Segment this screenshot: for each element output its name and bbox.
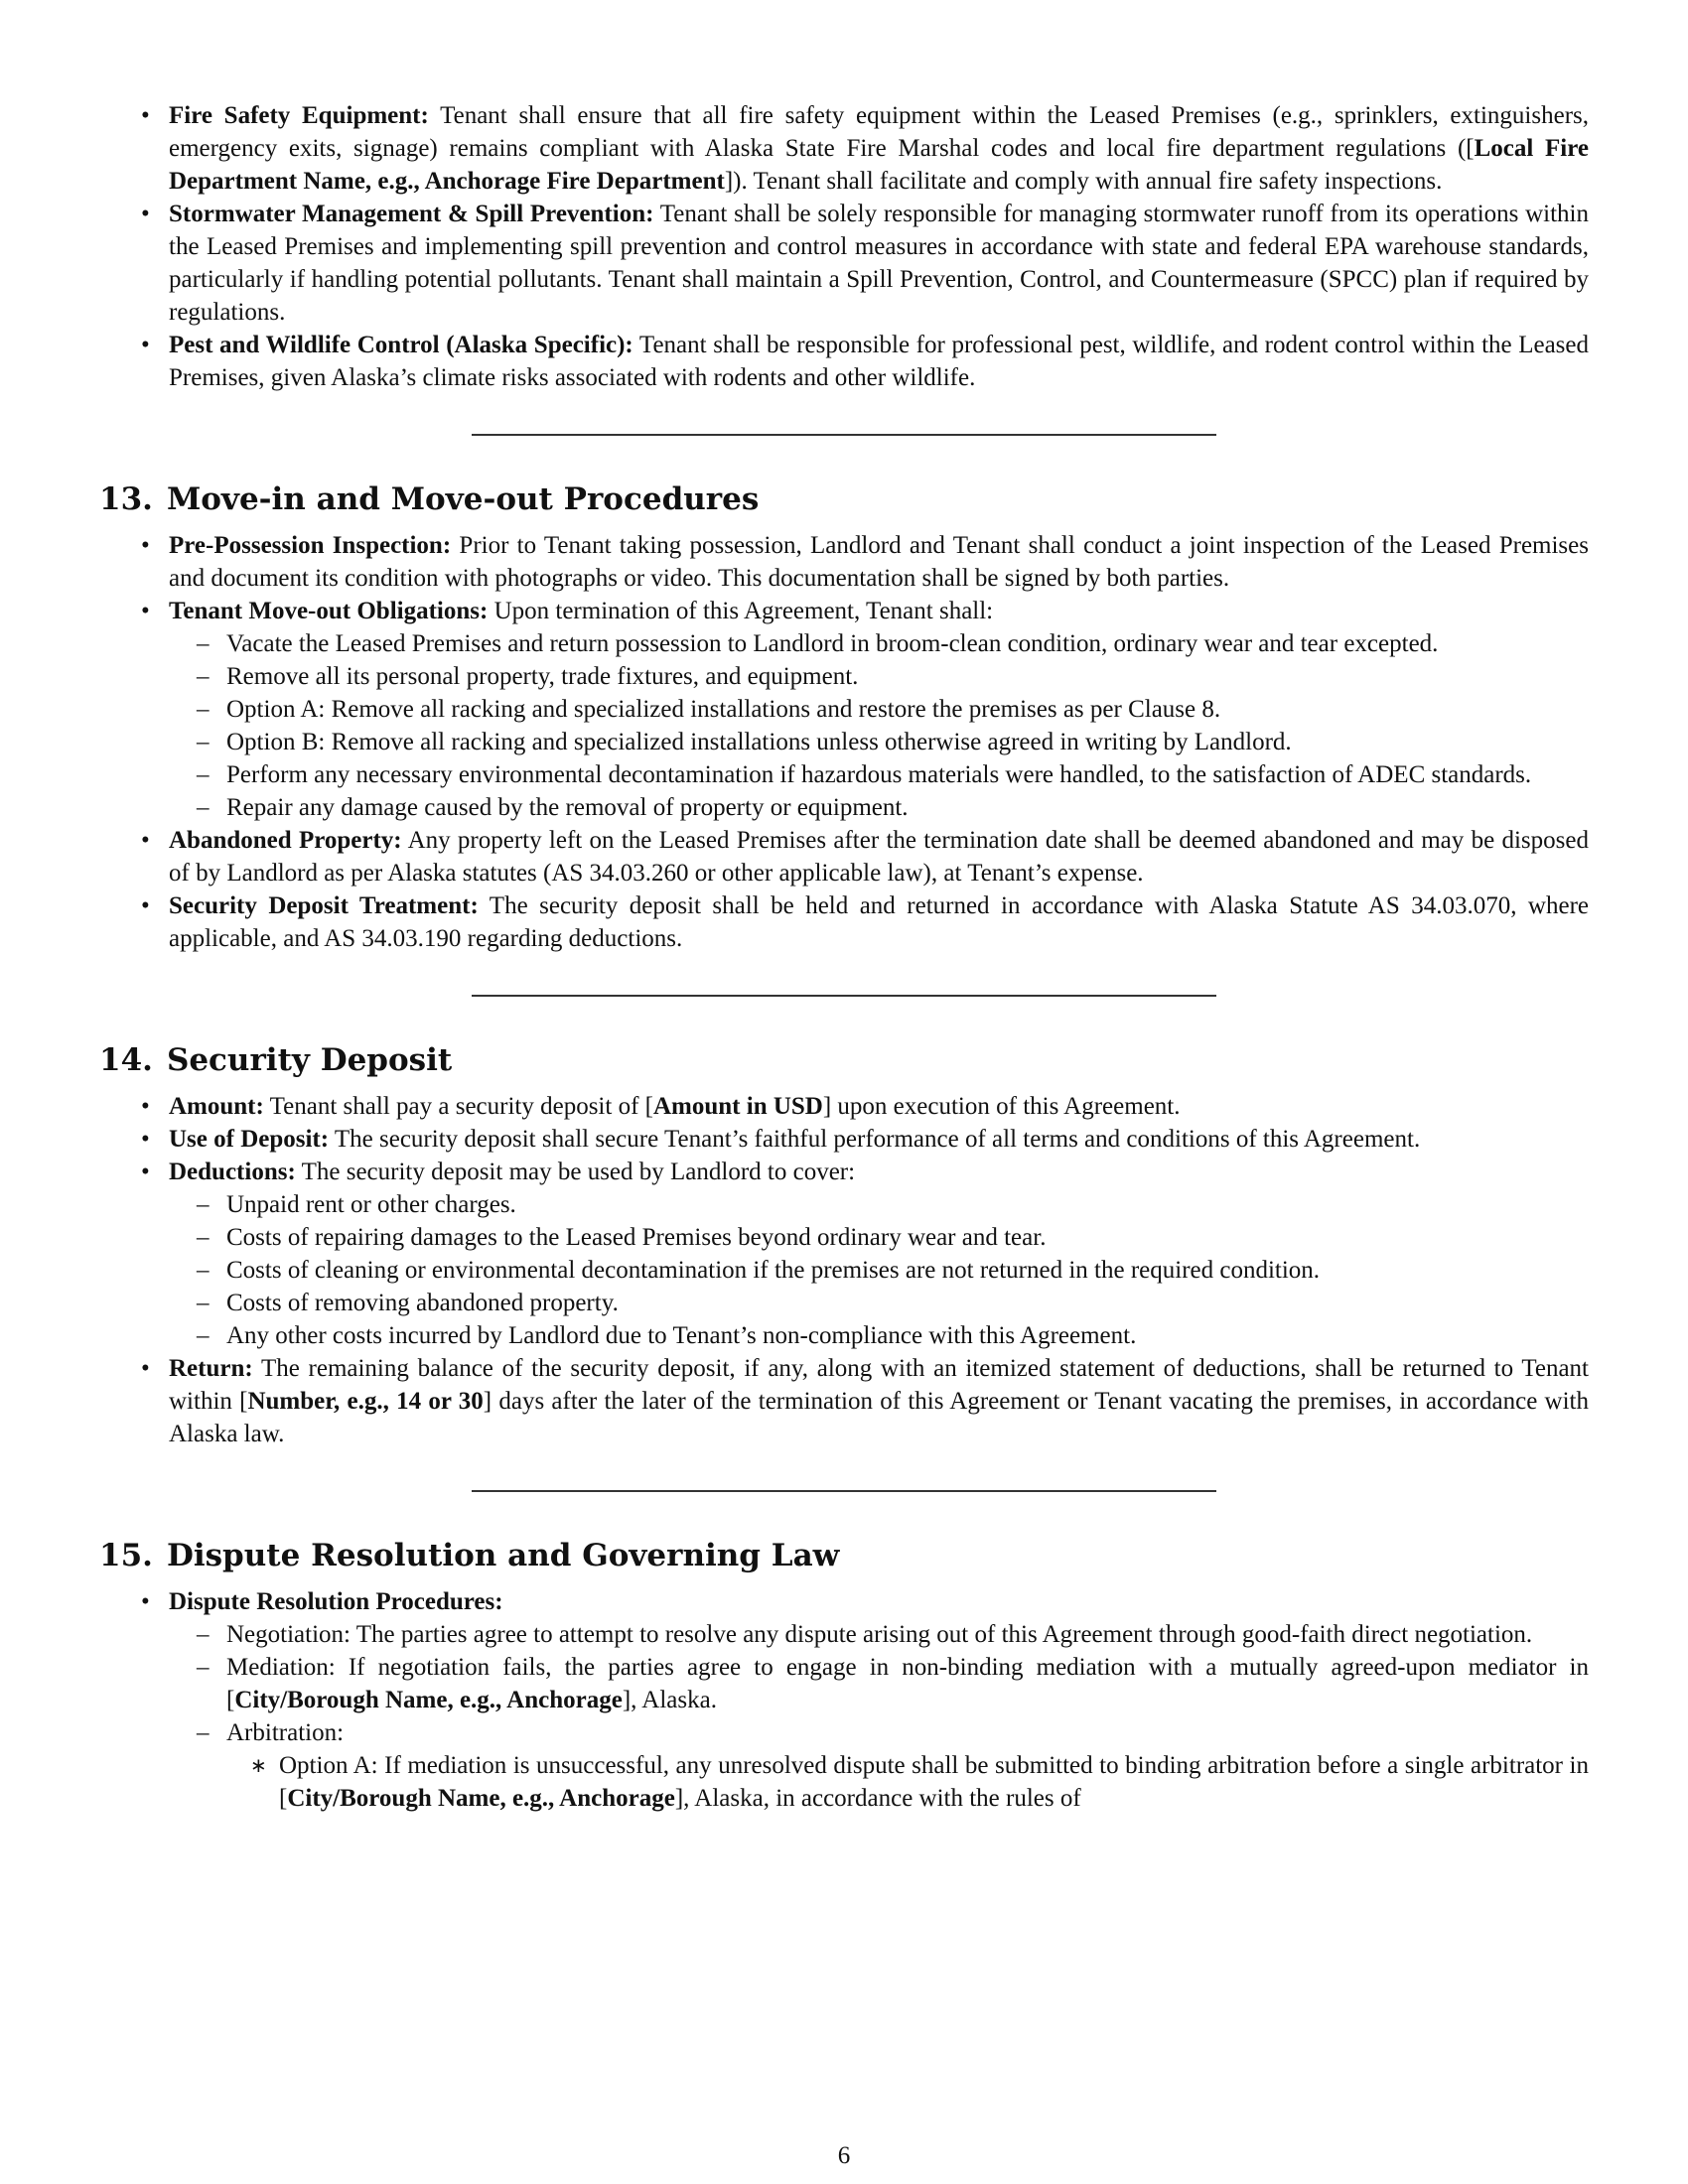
item-label: Dispute Resolution Procedures:	[169, 1588, 503, 1615]
section-title: Move-in and Move-out Procedures	[166, 481, 760, 517]
section-title: Dispute Resolution and Governing Law	[166, 1538, 840, 1573]
list-item-amount	[99, 1090, 1589, 1123]
placeholder-city: City/Borough Name, e.g., Anchorage	[234, 1687, 623, 1713]
sub-item: – Costs of cleaning or environmental decontamination if the premises are not returned in the required condition.	[99, 1254, 1589, 1287]
section-14-list	[99, 1090, 1589, 1450]
page-number: 6	[837, 2142, 851, 2169]
item-text: Any property left on the Leased Premises after the termination date shall be deemed abandoned and may be disposed of by Landlord as per Alaska statutes (AS 34.03.260 or other applicable law), at Tenant’s expense.	[169, 827, 1589, 887]
placeholder-fire-dept: Local Fire Department Name, e.g., Anchorage Fire Department	[169, 135, 1589, 195]
list-item-deductions	[99, 1156, 1589, 1188]
sub-item: – Unpaid rent or other charges.	[99, 1188, 1589, 1221]
list-item-stormwater	[99, 198, 1589, 329]
page-content	[99, 99, 1589, 1815]
item-text: Tenant shall be responsible for professional pest, wildlife, and rodent control within the Leased Premises, given Alaska’s climate risks associated with rodents and other wildlife.	[169, 332, 1590, 391]
item-label: Stormwater Management & Spill Prevention:	[169, 201, 654, 227]
item-text: ], Alaska.	[622, 1687, 717, 1713]
sub-item: – Option A: Remove all racking and specialized installations and restore the premises as per Clause 8.	[99, 693, 1589, 726]
sub-item: – Repair any damage caused by the removal of property or equipment.	[99, 791, 1589, 824]
item-text: Upon termination of this Agreement, Tenant shall:	[488, 598, 994, 624]
item-label: Deductions:	[169, 1159, 296, 1185]
sub-item-arbitration: – Arbitration:	[99, 1716, 1589, 1749]
item-text: ]). Tenant shall facilitate and comply with annual fire safety inspections.	[724, 168, 1443, 195]
sub-item: – Vacate the Leased Premises and return possession to Landlord in broom-clean condition, ordinary wear and tear excepted.	[99, 627, 1589, 660]
item-text: The security deposit shall secure Tenant’s faithful performance of all terms and conditions of this Agreement.	[329, 1126, 1421, 1153]
item-text: ] upon execution of this Agreement.	[822, 1093, 1181, 1120]
item-text: ], Alaska, in accordance with the rules of	[674, 1785, 1081, 1812]
item-label: Pre-Possession Inspection:	[169, 532, 452, 559]
placeholder-amount: Amount in USD	[652, 1093, 823, 1120]
item-label: Pest and Wildlife Control (Alaska Specific):	[169, 332, 633, 358]
section-heading-14	[99, 1040, 1589, 1080]
section-divider	[472, 434, 1216, 436]
item-label: Security Deposit Treatment:	[169, 892, 479, 919]
section-divider	[472, 995, 1216, 997]
section-number: 15.	[99, 1538, 153, 1573]
item-text: The security deposit may be used by Landlord to cover:	[295, 1159, 856, 1185]
list-item-pre-possession	[99, 529, 1589, 595]
item-label: Return:	[169, 1355, 253, 1382]
section-12-list	[99, 99, 1589, 394]
list-item-fire-safety	[99, 99, 1589, 198]
section-number: 13.	[99, 481, 153, 517]
list-item-deposit-treatment	[99, 889, 1589, 955]
section-13-list	[99, 529, 1589, 955]
sub-item-mediation	[99, 1651, 1589, 1716]
list-item-abandoned-property	[99, 824, 1589, 889]
section-divider	[472, 1490, 1216, 1492]
item-label: Fire Safety Equipment:	[169, 102, 429, 129]
section-15-list	[99, 1585, 1589, 1815]
section-heading-13	[99, 479, 1589, 519]
sub-item: – Any other costs incurred by Landlord due to Tenant’s non-compliance with this Agreement.	[99, 1319, 1589, 1352]
sub-item: – Option B: Remove all racking and specialized installations unless otherwise agreed in writing by Landlord.	[99, 726, 1589, 758]
item-text: The remaining balance of the security deposit, if any, along with an itemized statement of deductions, shall be returned to Tenant within [	[169, 1355, 1589, 1415]
list-item-dispute-procedures	[99, 1585, 1589, 1618]
item-text: Tenant shall be solely responsible for managing stormwater runoff from its operations within the Leased Premises and implementing spill prevention and control measures in accordance with state and federal EPA warehouse standards, particularly if handling potential pollutants. Tenant shall maintain a Spill Prevention, Control, and Countermeasure (SPCC) plan if required by regulations.	[169, 201, 1589, 326]
item-label: Amount:	[169, 1093, 264, 1120]
list-item-return	[99, 1352, 1589, 1450]
list-item-pest-control	[99, 329, 1589, 394]
sub-item: – Perform any necessary environmental decontamination if hazardous materials were handled, to the satisfaction of ADEC standards.	[99, 758, 1589, 791]
item-text: Prior to Tenant taking possession, Landlord and Tenant shall conduct a joint inspection of the Leased Premises and document its condition with photographs or video. This documentation shall be signed by both parties.	[169, 532, 1589, 592]
item-text: Tenant shall ensure that all fire safety equipment within the Leased Premises (e.g., sprinklers, extinguishers, emergency exits, signage) remains compliant with Alaska State Fire Marshal codes and local fire department regulations ([	[169, 102, 1590, 162]
sub-item: – Costs of removing abandoned property.	[99, 1287, 1589, 1319]
sub-item: – Remove all its personal property, trade fixtures, and equipment.	[99, 660, 1589, 693]
item-text: Option A: If mediation is unsuccessful, any unresolved dispute shall be submitted to binding arbitration before a single arbitrator in [	[279, 1752, 1589, 1812]
item-label: Tenant Move-out Obligations:	[169, 598, 489, 624]
placeholder-city: City/Borough Name, e.g., Anchorage	[287, 1785, 675, 1812]
item-label: Abandoned Property:	[169, 827, 402, 854]
list-item-move-out	[99, 595, 1589, 627]
item-text: ] days after the later of the termination of this Agreement or Tenant vacating the premises, in accordance with Alaska law.	[169, 1388, 1589, 1447]
sub-item: – Costs of repairing damages to the Leased Premises beyond ordinary wear and tear.	[99, 1221, 1589, 1254]
sub-sub-item-option-a	[99, 1749, 1589, 1815]
section-heading-15	[99, 1536, 1589, 1575]
item-label: Use of Deposit:	[169, 1126, 330, 1153]
item-text: Tenant shall pay a security deposit of [	[263, 1093, 653, 1120]
list-item-use-of-deposit	[99, 1123, 1589, 1156]
item-text: The security deposit shall be held and returned in accordance with Alaska Statute AS 34.03.070, where applicable, and AS 34.03.190 regarding deductions.	[169, 892, 1589, 952]
item-text: Mediation: If negotiation fails, the parties agree to engage in non-binding mediation with a mutually agreed-upon mediator in [	[226, 1654, 1589, 1713]
placeholder-days: Number, e.g., 14 or 30	[247, 1388, 484, 1415]
section-title: Security Deposit	[166, 1042, 453, 1078]
section-number: 14.	[99, 1042, 153, 1078]
sub-item-negotiation: – Negotiation: The parties agree to attempt to resolve any dispute arising out of this Agreement through good-faith direct negotiation.	[99, 1618, 1589, 1651]
